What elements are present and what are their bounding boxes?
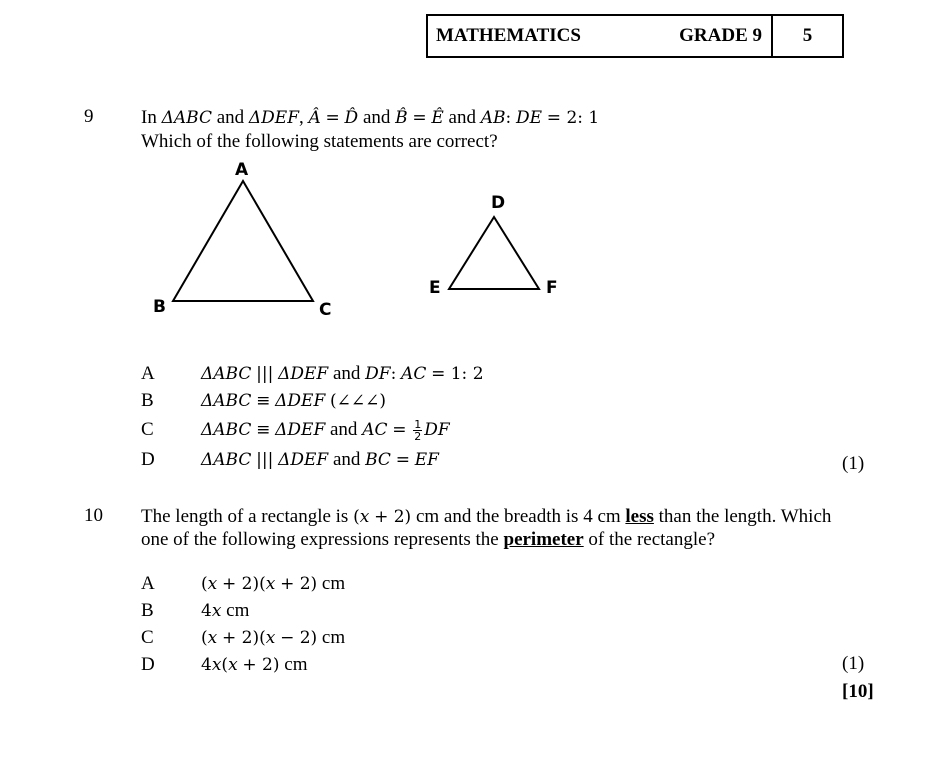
option-letter: B: [141, 390, 154, 411]
question-9-statement: In ΔABC and ΔDEF, Â = D̂ and B̂ = Ê and AB: DE = 2: 1: [141, 107, 600, 128]
header-left-cell: [428, 16, 773, 56]
option-text: 4x cm: [201, 600, 250, 621]
vertex-label-a: A: [235, 160, 249, 180]
grade-label: GRADE 9: [679, 25, 762, 46]
option-text: ΔABC ≡ ΔDEF (∠∠∠): [201, 391, 386, 411]
vertex-label-d: D: [491, 193, 506, 213]
question-10-number: 10: [84, 505, 103, 526]
triangles-diagram: [140, 155, 580, 325]
option-text: ΔABC ≡ ΔDEF and AC = $\frac{1}{2}$ DF: [201, 418, 450, 444]
vertex-label-f: F: [546, 278, 558, 298]
option-text: ΔABC ||| ΔDEF and DF: AC = 1: 2: [201, 363, 484, 384]
option-letter: C: [141, 419, 154, 440]
option-text: (x + 2)(x + 2) cm: [201, 573, 346, 594]
option-d: [141, 446, 881, 473]
question-9-number: 9: [84, 106, 94, 127]
option-text: (x + 2)(x − 2) cm: [201, 627, 346, 648]
option-b: [141, 387, 881, 414]
header-box: [426, 14, 844, 58]
option-letter: C: [141, 627, 154, 648]
q10-line2-post: of the rectangle?: [583, 529, 716, 550]
triangle-def: [449, 217, 539, 289]
q10-line1-post: than the length. Which: [653, 506, 832, 527]
q10-line2-pre: one of the following expressions represents the: [141, 529, 504, 550]
subject-title: MATHEMATICS: [436, 25, 581, 46]
option-letter: D: [141, 449, 155, 470]
option-text: ΔABC ||| ΔDEF and BC = EF: [201, 449, 439, 470]
emphasis-less: less: [625, 506, 654, 527]
option-letter: B: [141, 600, 154, 621]
option-a: [141, 570, 881, 597]
question-10-line-1: The length of a rectangle is (x + 2) cm and the breadth is 4 cm less than the length. Which: [141, 506, 832, 527]
option-letter: A: [141, 363, 155, 384]
page-number: 5: [802, 25, 813, 46]
question-10-line-2: [141, 528, 715, 552]
question-10-mark: (1): [842, 653, 865, 674]
option-c: [141, 624, 881, 651]
vertex-label-e: E: [429, 278, 441, 298]
emphasis-perimeter: perimeter: [503, 529, 584, 550]
option-text: 4x(x + 2) cm: [201, 654, 308, 675]
option-b: [141, 597, 881, 624]
option-letter: D: [141, 654, 155, 675]
triangle-abc: [173, 181, 313, 301]
option-c: [141, 414, 881, 446]
question-9-prompt: Which of the following statements are correct?: [141, 131, 498, 152]
question-10-options: [141, 570, 881, 678]
section-total: [10]: [842, 681, 874, 702]
question-9-options: [141, 360, 881, 473]
vertex-label-c: C: [319, 300, 332, 320]
option-d: [141, 651, 881, 678]
option-a: [141, 360, 881, 387]
vertex-label-b: B: [153, 297, 166, 317]
option-letter: A: [141, 573, 155, 594]
question-9-mark: (1): [842, 453, 865, 474]
